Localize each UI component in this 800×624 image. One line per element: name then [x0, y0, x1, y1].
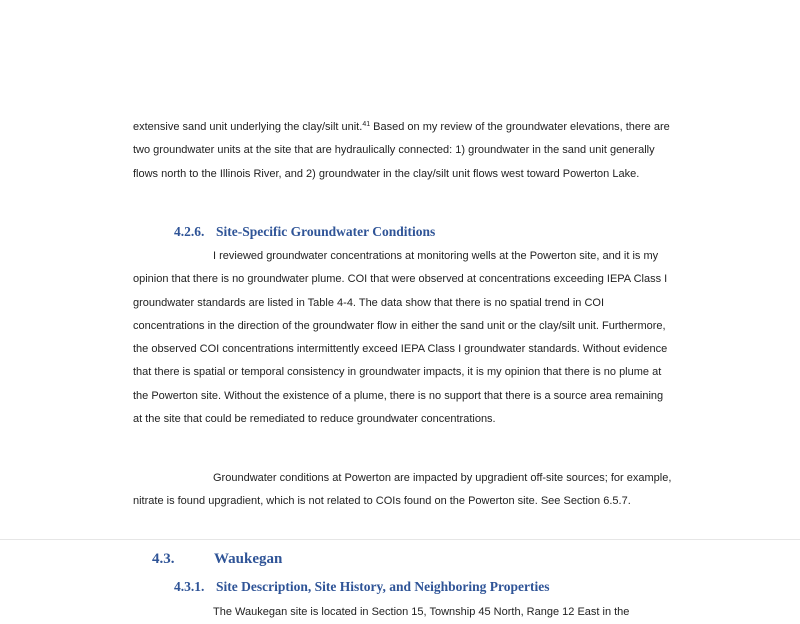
paragraph-groundwater-plume: [133, 245, 673, 431]
footnote-reference: 41: [362, 121, 371, 128]
paragraph-text: I reviewed groundwater concentrations at monitoring wells at the Powerton site, and it is my opinion that there is no groundwater plume. COI that were observed at concentrations exceeding IEPA Class I groundwater standards are listed in Table 4-4. The data show that there is no spatial trend in COI concentrations in the direction of the groundwater flow in either the sand unit or the clay/silt unit. Furthermore, the observed COI concentrations intermittently exceed IEPA Class I groundwater standards. Without evidence that there is spatial or temporal consistency in groundwater impacts, it is my opinion that there is no plume at the Powerton site. Without the existence of a plume, there is no support that there is a source area remaining at the site that could be remediated to reduce groundwater concentrations.: [133, 250, 668, 426]
paragraph-text: extensive sand unit underlying the clay/silt unit.: [133, 121, 363, 133]
section-number: 4.3.1.: [174, 579, 205, 594]
section-title: Site-Specific Groundwater Conditions: [216, 224, 436, 239]
paragraph-text: The Waukegan site is located in Section 15, Township 45 North, Range 12 East in the: [213, 606, 630, 618]
section-number: 4.2.6.: [174, 224, 205, 239]
paragraph-upgradient-sources: [133, 467, 673, 514]
section-heading-4-2-6: [174, 224, 435, 240]
section-heading-4-3: [152, 551, 282, 568]
paragraph-sand-unit: [133, 116, 673, 186]
page-fold-line: [0, 539, 800, 540]
section-number: 4.3.: [152, 551, 175, 567]
section-title: Waukegan: [214, 551, 283, 567]
paragraph-text: Groundwater conditions at Powerton are impacted by upgradient off-site sources; for example, nitrate is found upgradient, which is not related to COIs found on the Powerton site. See Section 6.5.7.: [133, 472, 672, 508]
section-heading-4-3-1: [174, 579, 550, 595]
paragraph-waukegan-location: [133, 601, 673, 624]
section-title: Site Description, Site History, and Neighboring Properties: [216, 579, 550, 594]
paragraph-text: Based on my review of the groundwater elevations, there are two groundwater units at the site that are hydraulically connected: 1) groundwater in the sand unit generally flows north to the Illinois River, and 2) groundwater in the clay/silt unit flows west toward Powerton Lake.: [133, 121, 670, 180]
